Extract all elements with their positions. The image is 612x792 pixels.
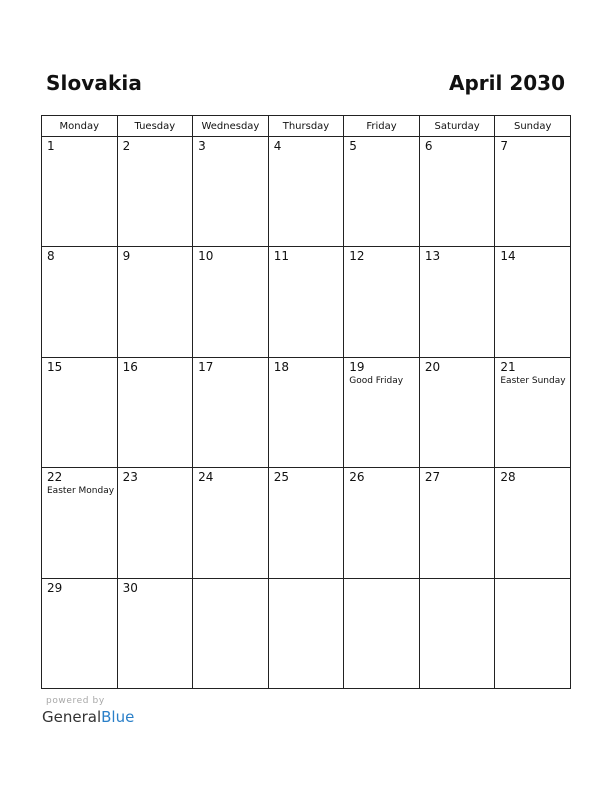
- day-number: 12: [349, 249, 365, 264]
- day-number: 28: [500, 470, 516, 485]
- day-cell: [117, 578, 193, 688]
- day-number: 1: [47, 139, 55, 153]
- day-number: 22: [47, 470, 63, 485]
- day-cell: [419, 247, 495, 357]
- day-number: 5: [349, 139, 357, 153]
- country-title: Slovakia: [46, 71, 142, 95]
- week-row: [42, 578, 571, 688]
- day-cell: [495, 137, 571, 247]
- powered-by-text: powered by: [46, 696, 105, 706]
- day-number: 29: [47, 580, 63, 595]
- day-number: 11: [273, 249, 289, 264]
- weekday-header: Sunday: [495, 116, 571, 137]
- day-number: 26: [349, 470, 365, 485]
- day-number: 4: [273, 139, 282, 153]
- day-number: 25: [273, 470, 289, 485]
- day-cell: [344, 247, 420, 357]
- day-cell: [193, 468, 269, 578]
- day-cell: [495, 578, 571, 688]
- day-cell: [117, 357, 193, 467]
- day-number: 17: [198, 359, 214, 374]
- day-number: 21: [500, 359, 516, 374]
- day-number: 6: [424, 139, 433, 153]
- brand-blue-text: Blue: [101, 708, 135, 726]
- holiday-label: Easter Sunday: [500, 375, 566, 386]
- day-cell: [42, 137, 118, 247]
- day-number: 13: [424, 249, 441, 264]
- day-number: 7: [500, 139, 509, 153]
- day-number: 10: [198, 249, 214, 264]
- day-cell: [117, 468, 193, 578]
- weekday-header-row: [42, 116, 571, 137]
- day-number: 18: [273, 359, 289, 374]
- day-number: 9: [122, 249, 131, 264]
- day-cell: [268, 468, 344, 578]
- day-cell: [495, 247, 571, 357]
- week-row: [42, 137, 571, 247]
- weekday-header: Saturday: [419, 116, 495, 137]
- holiday-label: Good Friday: [349, 375, 404, 386]
- day-number: 16: [122, 359, 138, 374]
- day-number: 20: [424, 359, 441, 374]
- weekday-header: Monday: [42, 116, 118, 137]
- day-cell: [193, 357, 269, 467]
- day-cell: [344, 137, 420, 247]
- day-cell: [344, 578, 420, 688]
- weekday-header: Wednesday: [193, 116, 269, 137]
- day-number: 27: [424, 470, 441, 485]
- day-cell: [419, 137, 495, 247]
- day-cell: [344, 357, 420, 467]
- day-cell: [344, 468, 420, 578]
- generalblue-logo: [42, 708, 134, 726]
- day-cell: [268, 247, 344, 357]
- calendar-grid: [41, 115, 571, 689]
- day-cell: [268, 357, 344, 467]
- day-cell: [42, 247, 118, 357]
- day-cell: [268, 137, 344, 247]
- brand-general-text: General: [42, 708, 102, 726]
- day-cell: [193, 247, 269, 357]
- week-row: [42, 247, 571, 357]
- day-number: 23: [122, 470, 138, 485]
- day-cell: [42, 468, 118, 578]
- day-number: 8: [47, 249, 55, 264]
- day-cell: [193, 137, 269, 247]
- day-cell: [495, 468, 571, 578]
- weekday-header: Tuesday: [117, 116, 193, 137]
- day-number: 3: [198, 139, 206, 153]
- day-number: 24: [198, 470, 214, 485]
- day-cell: [419, 468, 495, 578]
- day-number: 14: [500, 249, 516, 264]
- day-cell: [268, 578, 344, 688]
- day-cell: [117, 247, 193, 357]
- weekday-header: Friday: [344, 116, 420, 137]
- day-cell: [117, 137, 193, 247]
- day-cell: [419, 578, 495, 688]
- day-number: 15: [47, 359, 63, 374]
- footer-branding: [42, 696, 134, 726]
- day-number: 19: [349, 359, 365, 374]
- day-number: 2: [122, 139, 131, 153]
- day-cell: [42, 578, 118, 688]
- day-cell: [419, 357, 495, 467]
- week-row: [42, 357, 571, 467]
- month-title: April 2030: [449, 71, 565, 95]
- day-cell: [42, 357, 118, 467]
- day-number: 30: [122, 580, 138, 595]
- day-cell: [193, 578, 269, 688]
- weekday-header: Thursday: [268, 116, 344, 137]
- holiday-label: Easter Monday: [47, 486, 115, 497]
- week-row: [42, 468, 571, 578]
- day-cell: [495, 357, 571, 467]
